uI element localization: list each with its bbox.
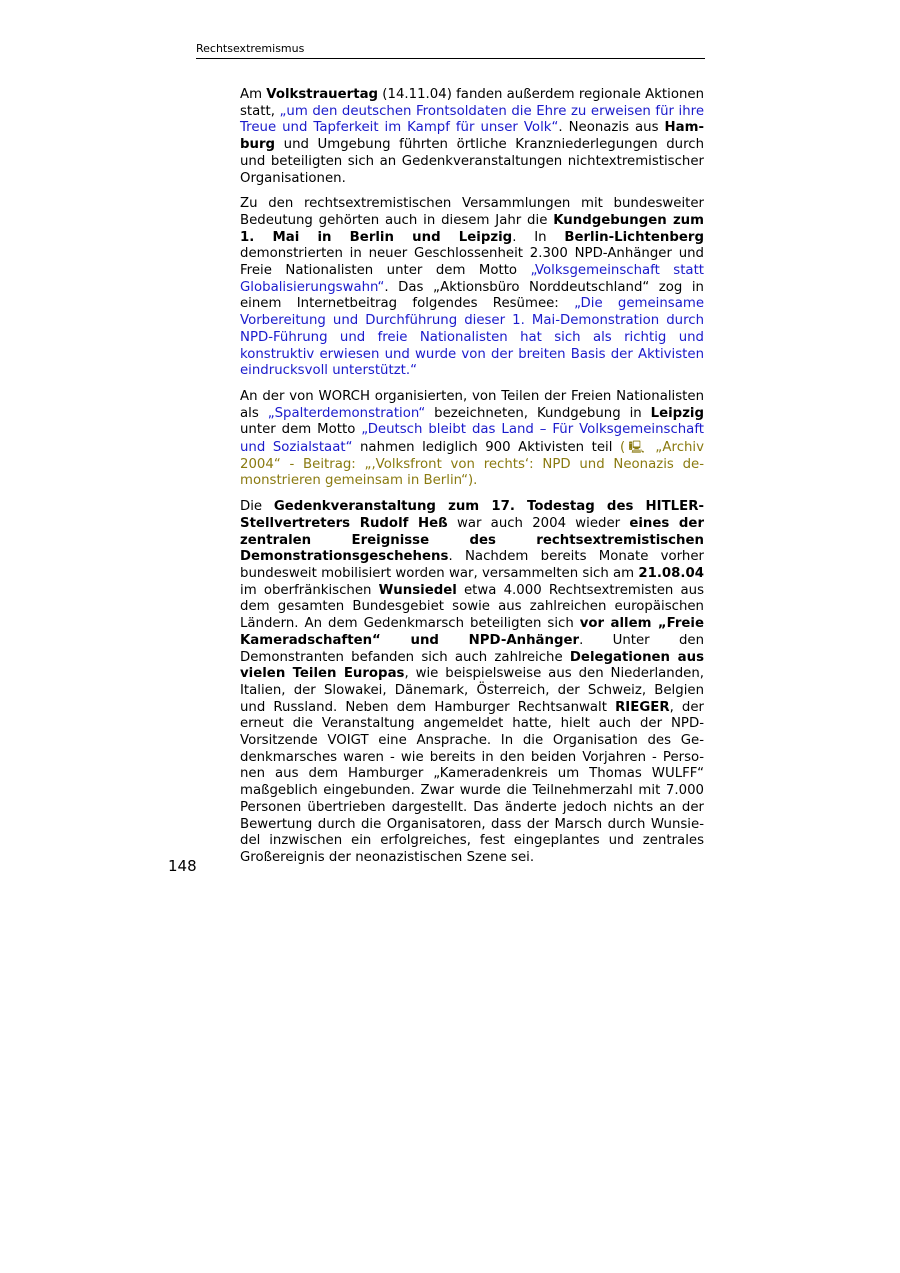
text: (14.11.04) fanden außerdem regionale Aktionen statt,	[240, 87, 704, 119]
paragraph-leipzig	[240, 389, 704, 490]
quote: „Die gemeinsame Vorbereitung und Durchführung dieser 1. Mai-Demonstration durch NPD-Führung und freie Nationalisten hat sich als richtig und konstruktiv erwiesen und wurde von der breiten Basis der Aktivisten eindrucksvoll unterstützt.“	[240, 296, 705, 379]
text: . Nachdem bereits Monate vorher bundesweit mobilisiert worden war, versammelten sich am	[240, 549, 704, 581]
text: . Neonazis aus	[558, 120, 665, 136]
emphasis: Volkstrauertag	[266, 87, 379, 102]
paragraph-mai-kundgebungen	[240, 196, 704, 380]
text: im oberfränkischen	[240, 582, 379, 598]
text: Die	[240, 499, 274, 515]
text: Am	[240, 87, 267, 102]
text: und Umgebung führten örtliche Kranzniederlegungen durch und beteiligten sich an Gedenkveranstaltungen nichtextremistischer Organisationen.	[240, 137, 704, 186]
emphasis: Hamburg	[240, 120, 704, 153]
emphasis: 21.08.04	[638, 565, 704, 581]
text: . Das „Aktionsbüro Norddeutschland“ zog in einem Internetbeitrag folgendes Resümee:	[240, 279, 704, 312]
text: , der erneut die Veranstaltung angemeldet hatte, hielt auch der NPD-Vorsitzende VOIGT eine Ansprache. In die Organisation des Gedenkmarsches waren - wie bereits in den beiden Vorjahren - Personen aus dem Hamburger „Kameradenkreis um Thomas WULFF“ maßgeblich eingebunden. Zwar wurde die Teilnehmerzahl mit 7.000 Personen übertrieben dargestellt. Das änderte jedoch nichts an der Bewertung durch die Organisatoren, dass der Marsch durch Wunsiedel inzwischen ein erfolgreiches, fest eingeplantes und zentrales Großereignis der neonazistischen Szene sei.	[240, 699, 705, 865]
cross-reference: „Archiv 2004“ - Beitrag: „‚Volksfront von rechts‘: NPD und Neonazis demonstrieren gemeinsam in Berlin“).	[240, 440, 705, 489]
emphasis: Berlin-Lichtenberg	[564, 229, 704, 245]
computer-icon: 🖳	[625, 440, 648, 455]
emphasis: Wunsiedel	[378, 582, 457, 598]
quote: „Volksgemeinschaft statt Globalisierungswahn“	[240, 263, 705, 295]
text: , wie beispielsweise aus den Niederlanden, Italien, der Slowakei, Dänemark, Österreich, der Schweiz, Belgien und Russland. Neben dem Hamburger Rechtsanwalt	[240, 666, 704, 715]
paragraph-volkstrauertag	[240, 87, 704, 187]
text: bezeichneten, Kundgebung in	[425, 405, 651, 421]
text: . Unter den Demonstranten befanden sich auch zahlreiche	[240, 632, 704, 665]
paragraph-hess-gedenken	[240, 499, 704, 866]
page-number: 148	[168, 857, 197, 875]
text: An der von WORCH organisierten, von Teilen der Freien Nationalisten als	[240, 388, 704, 421]
quote: „um den deutschen Frontsoldaten die Ehre zu erweisen für ihre Treue und Tapferkeit im Kampf für unser Volk“	[240, 103, 704, 136]
text: unter dem Motto	[240, 422, 362, 438]
quote: „Deutsch bleibt das Land – Für Volksgemeinschaft und Sozialstaat“	[240, 422, 704, 456]
text: war auch 2004 wieder	[447, 515, 630, 531]
emphasis: Delegationen aus vielen Teilen Europas	[240, 649, 704, 682]
text: nahmen lediglich 900 Aktivisten teil	[352, 440, 620, 456]
emphasis: Gedenkveranstaltung zum 17. Todestag des HITLER-Stellvertreters Rudolf Heß	[240, 499, 704, 531]
emphasis: eines der zentralen Ereignisse des rechtsextremistischen Demonstrationsgeschehens	[240, 515, 704, 565]
text: etwa 4.000 Rechtsextremisten aus dem gesamten Bundesgebiet sowie aus zahlreichen europäischen Ländern. An dem Gedenkmarsch beteiligten sich	[240, 582, 704, 632]
quote: „Spalterdemonstration“	[267, 405, 426, 421]
emphasis: Kundgebungen zum 1. Mai in Berlin und Leipzig	[240, 212, 705, 245]
emphasis: vor allem „Freie Kameradschaften“ und NPD-Anhänger	[240, 616, 704, 648]
text: . In	[512, 229, 565, 245]
text: Zu den rechtsextremistischen Versammlungen mit bundesweiter Bedeutung gehörten auch in diesem Jahr die	[240, 196, 704, 228]
emphasis: Leipzig	[650, 405, 705, 421]
cross-reference-paren: (	[619, 440, 626, 456]
running-header: Rechtsextremismus	[196, 42, 705, 59]
main-text	[240, 87, 704, 876]
text: demonstrierten in neuer Geschlossenheit 2.300 NPD-Anhänger und Freie Nationalisten unter dem Motto	[240, 246, 704, 279]
emphasis: RIEGER	[615, 699, 670, 715]
